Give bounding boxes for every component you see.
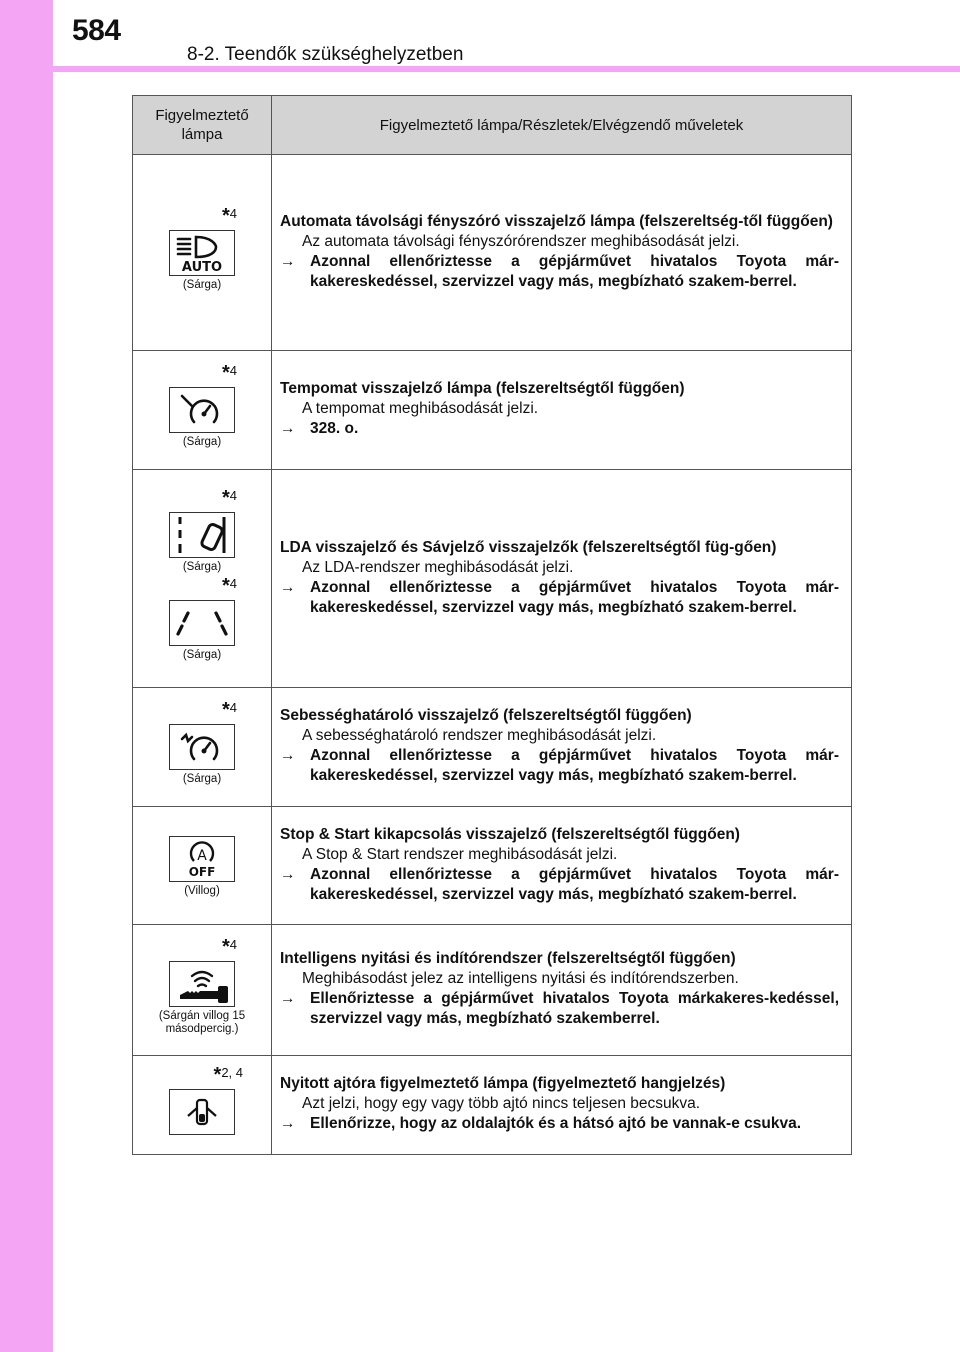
- lane-lines-icon: [169, 600, 235, 646]
- svg-text:OFF: OFF: [188, 864, 216, 879]
- cruise-control-icon: [169, 387, 235, 433]
- details-cell: [272, 925, 852, 1056]
- footnote-mark: *4: [221, 204, 237, 227]
- footnote-mark: *4: [221, 486, 237, 509]
- color-note: (Sárga): [182, 773, 222, 785]
- lamp-detail: A sebességhatároló rendszer meghibásodását jelzi.: [302, 727, 657, 744]
- lamp-cell: [133, 155, 272, 351]
- lamp-detail: Meghibásodást jelez az intelligens nyitási és indítórendszerben.: [302, 970, 739, 987]
- lamp-action: → 328. o.: [280, 420, 359, 437]
- arrow-icon: →: [280, 990, 296, 1007]
- details-cell: [272, 155, 852, 351]
- lamp-detail: Azt jelzi, hogy egy vagy több ajtó nincs teljesen becsukva.: [302, 1095, 701, 1112]
- details-cell: [272, 1056, 852, 1155]
- lamp-detail: A tempomat meghibásodását jelzi.: [302, 400, 539, 417]
- arrow-icon: →: [280, 420, 296, 437]
- lamp-title: Tempomat visszajelző lámpa (felszereltségtől függően): [280, 380, 685, 397]
- auto-high-beam-icon: [169, 230, 235, 276]
- table-row: [133, 807, 852, 925]
- lamp-action: → Azonnal ellenőriztesse a gépjárművet hivatalos Toyota már-kakereskedéssel, szervizzel vagy más, megbízható szakem-berrel.: [280, 252, 839, 290]
- table-row: [133, 688, 852, 807]
- lamp-action: → Azonnal ellenőriztesse a gépjárművet hivatalos Toyota már-kakereskedéssel, szervizzel vagy más, megbízható szakem-berrel.: [280, 747, 839, 784]
- arrow-icon: →: [280, 578, 296, 596]
- color-note: (Sárga): [182, 648, 222, 661]
- arrow-icon: →: [280, 252, 296, 270]
- lamp-title: LDA visszajelző és Sávjelző visszajelzők (felszereltségtől füg-gően): [280, 538, 777, 556]
- header-rule: [53, 66, 960, 72]
- footnote-mark: *2, 4: [213, 1064, 243, 1086]
- table-header-row: [133, 96, 852, 155]
- table-row: [133, 1056, 852, 1155]
- lamp-title: Stop & Start kikapcsolás visszajelző (felszereltségtől függően): [280, 825, 740, 843]
- color-note: (Sárgán villog 15 másodpercig.): [158, 1009, 246, 1035]
- col-header-details: Figyelmeztető lámpa/Részletek/Elvégzendő műveletek: [272, 96, 852, 155]
- lamp-detail: Az LDA-rendszer meghibásodását jelzi.: [302, 558, 574, 576]
- col-header-lamp: Figyelmeztető lámpa: [133, 96, 272, 155]
- lamp-action: → Ellenőrizze, hogy az oldalajtók és a hátsó ajtó be vannak-e csukva.: [280, 1115, 801, 1132]
- smart-key-icon: [169, 961, 235, 1007]
- left-margin-bar: [0, 0, 53, 1352]
- footnote-mark: *4: [221, 574, 237, 597]
- svg-text:A: A: [197, 847, 207, 864]
- lamp-title: Intelligens nyitási és indítórendszer (felszereltségtől függően): [280, 950, 736, 967]
- lamp-cell: [133, 925, 272, 1056]
- table-row: [133, 470, 852, 688]
- details-cell: [272, 470, 852, 688]
- lamp-cell: [133, 688, 272, 807]
- footnote-mark: *4: [221, 362, 237, 384]
- table-row: [133, 351, 852, 470]
- speed-limiter-icon: [169, 724, 235, 770]
- lamp-cell: [133, 807, 272, 925]
- lamp-cell: [133, 470, 272, 688]
- lamp-action: → Ellenőriztesse a gépjárművet hivatalos Toyota márkakeres-kedéssel, szervizzel vagy más, megbízható szakemberrel.: [280, 990, 839, 1027]
- lda-icon: [169, 512, 235, 558]
- footnote-mark: *4: [221, 699, 237, 721]
- color-note: (Sárga): [182, 560, 222, 573]
- page-number: 584: [72, 14, 121, 47]
- section-title: 8-2. Teendők szükséghelyzetben: [187, 44, 464, 65]
- lamp-title: Sebességhatároló visszajelző (felszereltségtől függően): [280, 707, 692, 724]
- details-cell: [272, 351, 852, 470]
- color-note: (Sárga): [182, 278, 222, 291]
- stop-start-off-icon: [169, 836, 235, 882]
- warning-lamp-table: [132, 95, 852, 1155]
- lamp-action: → Azonnal ellenőriztesse a gépjárművet hivatalos Toyota már-kakereskedéssel, szervizzel vagy más, megbízható szakem-berrel.: [280, 865, 839, 903]
- arrow-icon: →: [280, 747, 296, 764]
- arrow-icon: →: [280, 1115, 296, 1132]
- details-cell: [272, 807, 852, 925]
- open-door-icon: [169, 1089, 235, 1135]
- footnote-mark: *4: [221, 935, 237, 958]
- table-row: [133, 155, 852, 351]
- color-note: (Villog): [184, 884, 220, 897]
- lamp-action: → Azonnal ellenőriztesse a gépjárművet hivatalos Toyota már-kakereskedéssel, szervizzel vagy más, megbízható szakem-berrel.: [280, 578, 839, 616]
- svg-text:AUTO: AUTO: [181, 259, 223, 273]
- table-row: [133, 925, 852, 1056]
- lamp-cell: [133, 1056, 272, 1155]
- details-cell: [272, 688, 852, 807]
- color-note: (Sárga): [182, 436, 222, 448]
- arrow-icon: →: [280, 865, 296, 883]
- lamp-title: Nyitott ajtóra figyelmeztető lámpa (figyelmeztető hangjelzés): [280, 1075, 726, 1092]
- lamp-detail: A Stop & Start rendszer meghibásodását jelzi.: [302, 845, 618, 863]
- lamp-cell: [133, 351, 272, 470]
- lamp-detail: Az automata távolsági fényszórórendszer meghibásodását jelzi.: [302, 232, 740, 250]
- lamp-title: Automata távolsági fényszóró visszajelző lámpa (felszereltség-től függően): [280, 212, 833, 230]
